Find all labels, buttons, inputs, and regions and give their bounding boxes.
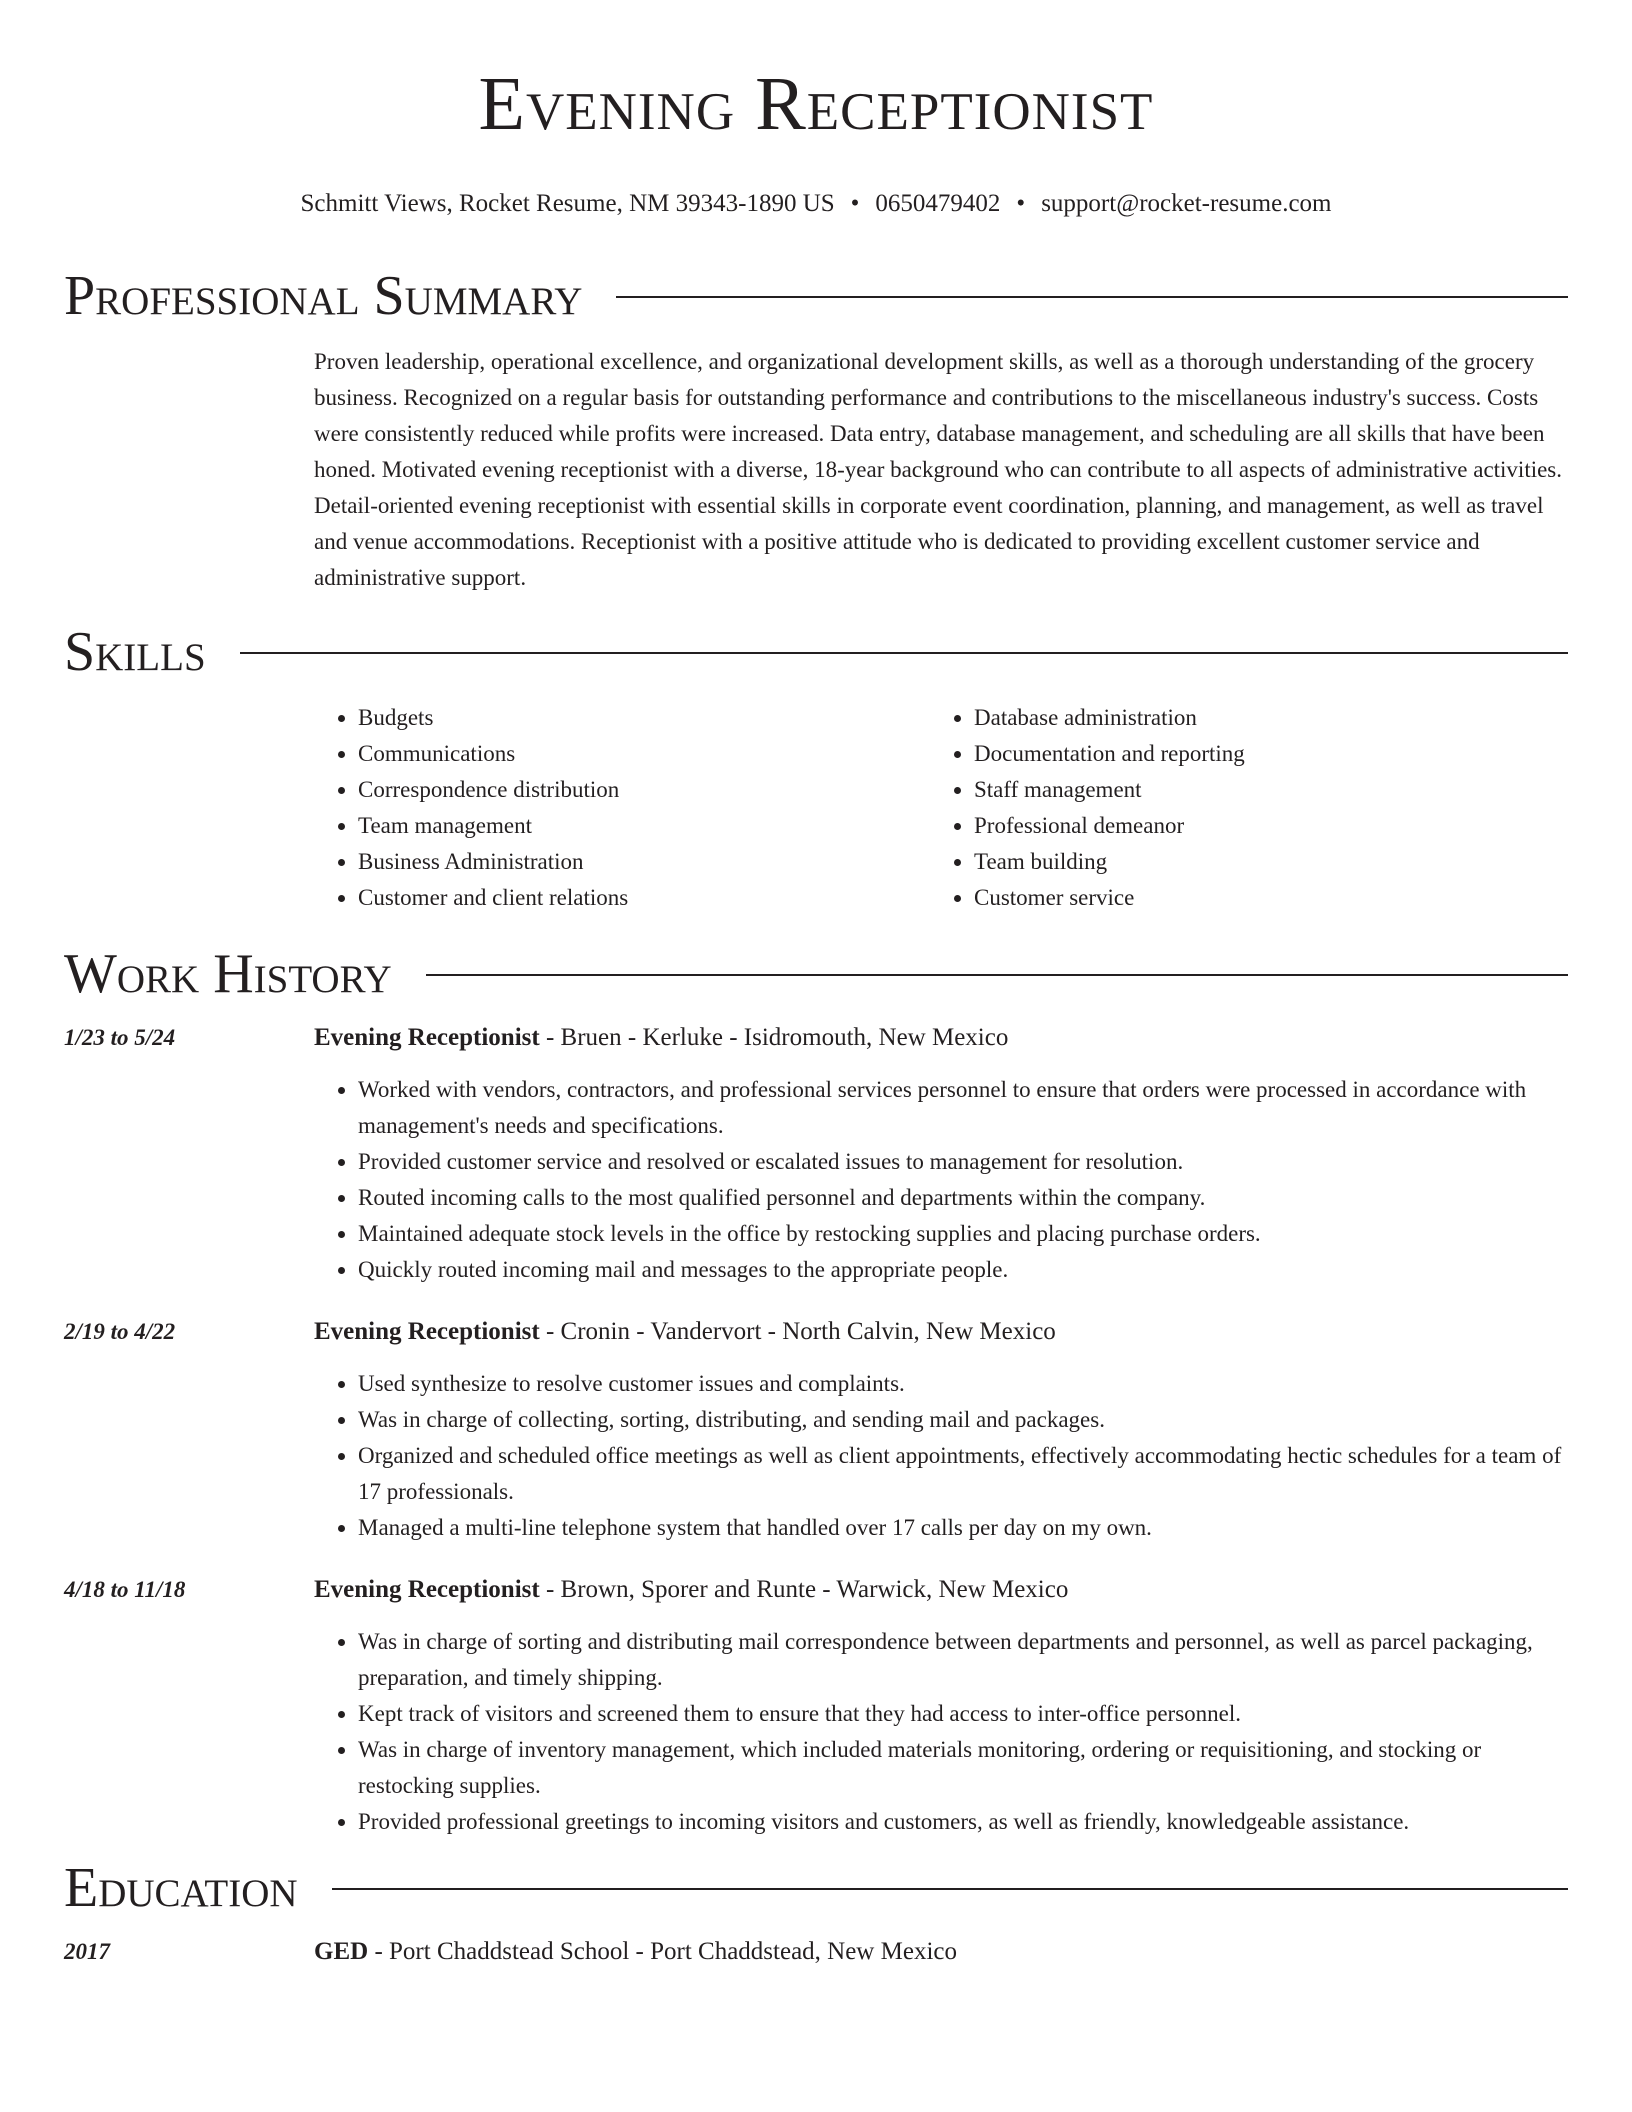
skills-heading: Skills [64,621,206,683]
education-detail [314,1934,957,1970]
job-company: - Cronin - Vandervort - North Calvin, New Mexico [539,1318,1056,1345]
skill-item: • Communications [358,736,930,772]
skill-item: • Correspondence distribution [358,772,930,808]
job-bullet: • Was in charge of collecting, sorting, distributing, and sending mail and packages. [358,1402,1568,1438]
work-section-header [64,942,1568,1006]
skill-item: • Team building [974,844,1530,880]
job-company: - Bruen - Kerluke - Isidromouth, New Mexico [539,1024,1009,1051]
job-bullet: • Maintained adequate stock levels in the office by restocking supplies and placing purchase orders. [358,1216,1568,1252]
summary-text: Proven leadership, operational excellence, and organizational development skills, as well as a thorough understanding of the grocery business. Recognized on a regular basis for outstanding performance and contributions to the miscellaneous industry's success. Costs were consistently reduced while profits were increased. Data entry, database management, and scheduling are all skills that have been honed. Motivated evening receptionist with a diverse, 18-year background who can contribute to all aspects of administrative activities. Detail-oriented evening receptionist with essential skills in corporate event coordination, planning, and management, as well as travel and venue accommodations. Receptionist with a positive attitude who is dedicated to providing excellent customer service and administrative support. [314,349,1563,590]
job-entry [64,1572,1568,1840]
contact-phone: 0650479402 [875,190,1001,217]
job-title-line [314,1572,1568,1608]
job-bullet: • Provided customer service and resolved or escalated issues to management for resolution. [358,1144,1568,1180]
job-bullet: • Routed incoming calls to the most qualified personnel and departments within the company. [358,1180,1568,1216]
job-bullet: • Organized and scheduled office meetings as well as client appointments, effectively accommodating hectic schedules for a team of 17 professionals. [358,1438,1568,1510]
resume-name: Evening Receptionist [478,62,1154,146]
education-school: - Port Chaddstead School - Port Chaddstead, New Mexico [368,1938,957,1965]
job-dates: 2/19 to 4/22 [64,1319,176,1344]
contact-separator: • [850,190,860,217]
section-divider [426,974,1568,976]
job-bullet: • Used synthesize to resolve customer issues and complaints. [358,1366,1568,1402]
skill-item: • Documentation and reporting [974,736,1530,772]
skill-item: • Database administration [974,700,1530,736]
section-divider [240,652,1568,654]
job-bullet: • Provided professional greetings to incoming visitors and customers, as well as friendly, knowledgeable assistance. [358,1804,1568,1840]
contact-line [64,188,1568,220]
skill-item: • Professional demeanor [974,808,1530,844]
job-bullet: • Managed a multi-line telephone system that handled over 17 calls per day on my own. [358,1510,1568,1546]
job-bullets [314,1366,1568,1546]
section-divider [616,296,1568,298]
skills-list-right [930,700,1530,916]
job-bullet: • Was in charge of inventory management, which included materials monitoring, ordering or requisitioning, and stocking or restocking supplies. [358,1732,1568,1804]
job-title-line [314,1314,1568,1350]
education-heading: Education [64,1857,298,1919]
skills-grid [314,700,1568,916]
job-title: Evening Receptionist [314,1318,540,1345]
job-title: Evening Receptionist [314,1576,540,1603]
job-entry [64,1314,1568,1546]
education-degree: GED [314,1938,369,1965]
skill-item: • Staff management [974,772,1530,808]
job-title-line [314,1020,1568,1056]
contact-address: Schmitt Views, Rocket Resume, NM 39343-1890 US [300,190,835,217]
job-detail [314,1314,1568,1546]
job-bullet: • Quickly routed incoming mail and messages to the appropriate people. [358,1252,1568,1288]
job-dates: 1/23 to 5/24 [64,1025,176,1050]
skill-item: • Budgets [358,700,930,736]
section-divider [332,1888,1568,1890]
work-heading: Work History [64,943,392,1005]
job-bullets [314,1072,1568,1288]
skill-item: • Customer and client relations [358,880,930,916]
job-detail [314,1572,1568,1840]
job-bullet: • Worked with vendors, contractors, and professional services personnel to ensure that orders were processed in accordance with management's needs and specifications. [358,1072,1568,1144]
job-entry [64,1020,1568,1288]
skill-item: • Team management [358,808,930,844]
skill-item: • Business Administration [358,844,930,880]
job-title: Evening Receptionist [314,1024,540,1051]
job-bullet: • Kept track of visitors and screened them to ensure that they had access to inter-office personnel. [358,1696,1568,1732]
job-dates: 4/18 to 11/18 [64,1577,186,1602]
contact-separator: • [1016,190,1026,217]
summary-heading: Professional Summary [64,265,583,327]
summary-section-header [64,264,1568,328]
job-company: - Brown, Sporer and Runte - Warwick, New Mexico [539,1576,1069,1603]
skills-section-header [64,620,1568,684]
education-entry [64,1934,1568,1970]
job-bullets [314,1624,1568,1840]
job-detail [314,1020,1568,1288]
education-year: 2017 [64,1939,110,1964]
skills-list-left [314,700,930,916]
contact-email: support@rocket-resume.com [1041,190,1332,217]
skill-item: • Customer service [974,880,1530,916]
job-bullet: • Was in charge of sorting and distributing mail correspondence between departments and personnel, as well as parcel packaging, preparation, and timely shipping. [358,1624,1568,1696]
education-section-header [64,1856,1568,1920]
